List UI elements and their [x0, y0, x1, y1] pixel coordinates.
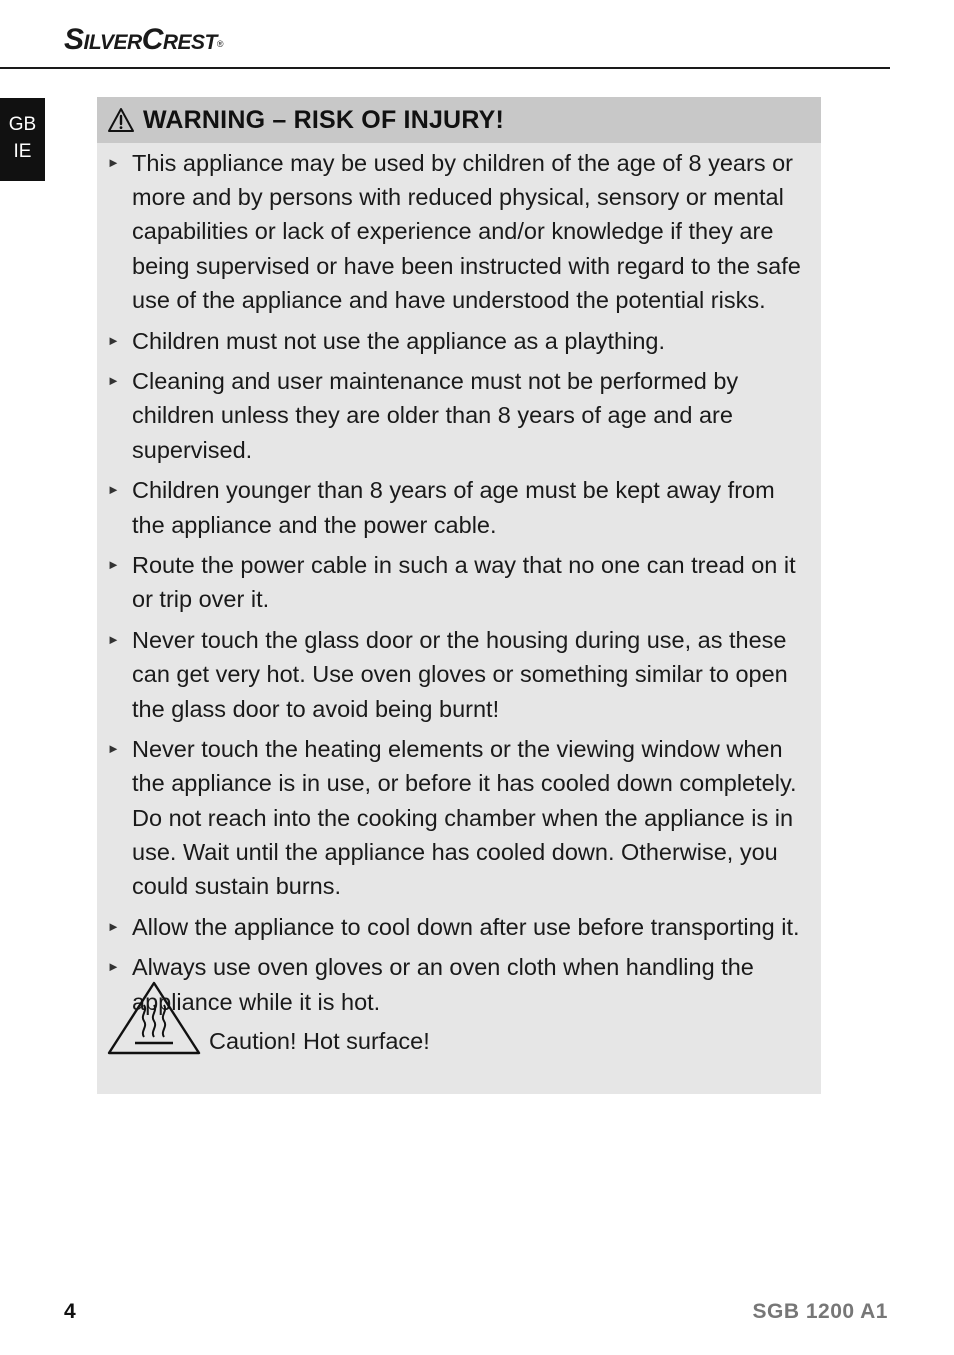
list-item [97, 146, 821, 317]
list-item [97, 364, 821, 467]
list-item-text: Children must not use the appliance as a plaything. [132, 327, 665, 354]
arrow-right-icon: ► [107, 557, 120, 573]
list-item-text: Children younger than 8 years of age must be kept away from the appliance and the power cable. [132, 477, 775, 538]
list-item-text: Route the power cable in such a way that no one can tread on it or trip over it. [132, 552, 796, 613]
warning-title: WARNING – RISK OF INJURY! [143, 105, 505, 134]
list-item-text: Never touch the heating elements or the viewing window when the appliance is in use, or before it has cooled down completely. Do not reach into the cooking chamber when the appliance is in use. Wait until the appliance has cooled down. Otherwise, you could sustain burns. [132, 736, 797, 900]
arrow-right-icon: ► [107, 632, 120, 648]
list-item-text: Allow the appliance to cool down after use before transporting it. [132, 913, 800, 940]
language-code-ie: IE [13, 141, 32, 162]
page-number: 4 [64, 1300, 76, 1323]
header-divider [0, 67, 890, 69]
list-item-text: Cleaning and user maintenance must not be performed by children unless they are older than 8 years of age and are supervised. [132, 368, 739, 463]
brand-registered-mark: ® [216, 39, 224, 49]
warning-triangle-icon [107, 107, 135, 133]
arrow-right-icon: ► [107, 959, 120, 975]
arrow-right-icon: ► [107, 482, 120, 498]
language-tab [0, 98, 45, 181]
arrow-right-icon: ► [107, 155, 120, 170]
list-item-text: This appliance may be used by children of the age of 8 years or more and by persons with reduced physical, sensory or mental capabilities or lack of experience and/or knowledge if they are being supervised or have been instructed with regard to the safe use of the appliance and have understood the potential risks. [132, 150, 801, 313]
arrow-right-icon: ► [107, 373, 120, 389]
caution-text: Caution! Hot surface! [209, 1028, 430, 1054]
list-item-text: Never touch the glass door or the housing during use, as these can get very hot. Use oven gloves or something similar to open the glass door to avoid being burnt! [132, 627, 788, 722]
hot-surface-icon [107, 981, 201, 1055]
warning-header [97, 97, 821, 143]
language-code-gb: GB [8, 114, 37, 135]
list-item [97, 324, 821, 358]
list-item [97, 548, 821, 616]
arrow-right-icon: ► [107, 332, 120, 348]
caution-notice [107, 981, 430, 1055]
brand-name: SilverCrest [64, 23, 217, 56]
list-item [97, 910, 821, 944]
brand-logo [64, 22, 223, 58]
warning-list [97, 146, 821, 1025]
model-number: SGB 1200 A1 [752, 1300, 888, 1323]
list-item [97, 473, 821, 541]
arrow-right-icon: ► [107, 918, 120, 934]
list-item [97, 732, 821, 903]
list-item-text: Always use oven gloves or an oven cloth when handling the appliance while it is hot. [132, 954, 754, 1015]
arrow-right-icon: ► [107, 741, 120, 757]
list-item [97, 623, 821, 726]
warning-box [97, 97, 821, 1094]
